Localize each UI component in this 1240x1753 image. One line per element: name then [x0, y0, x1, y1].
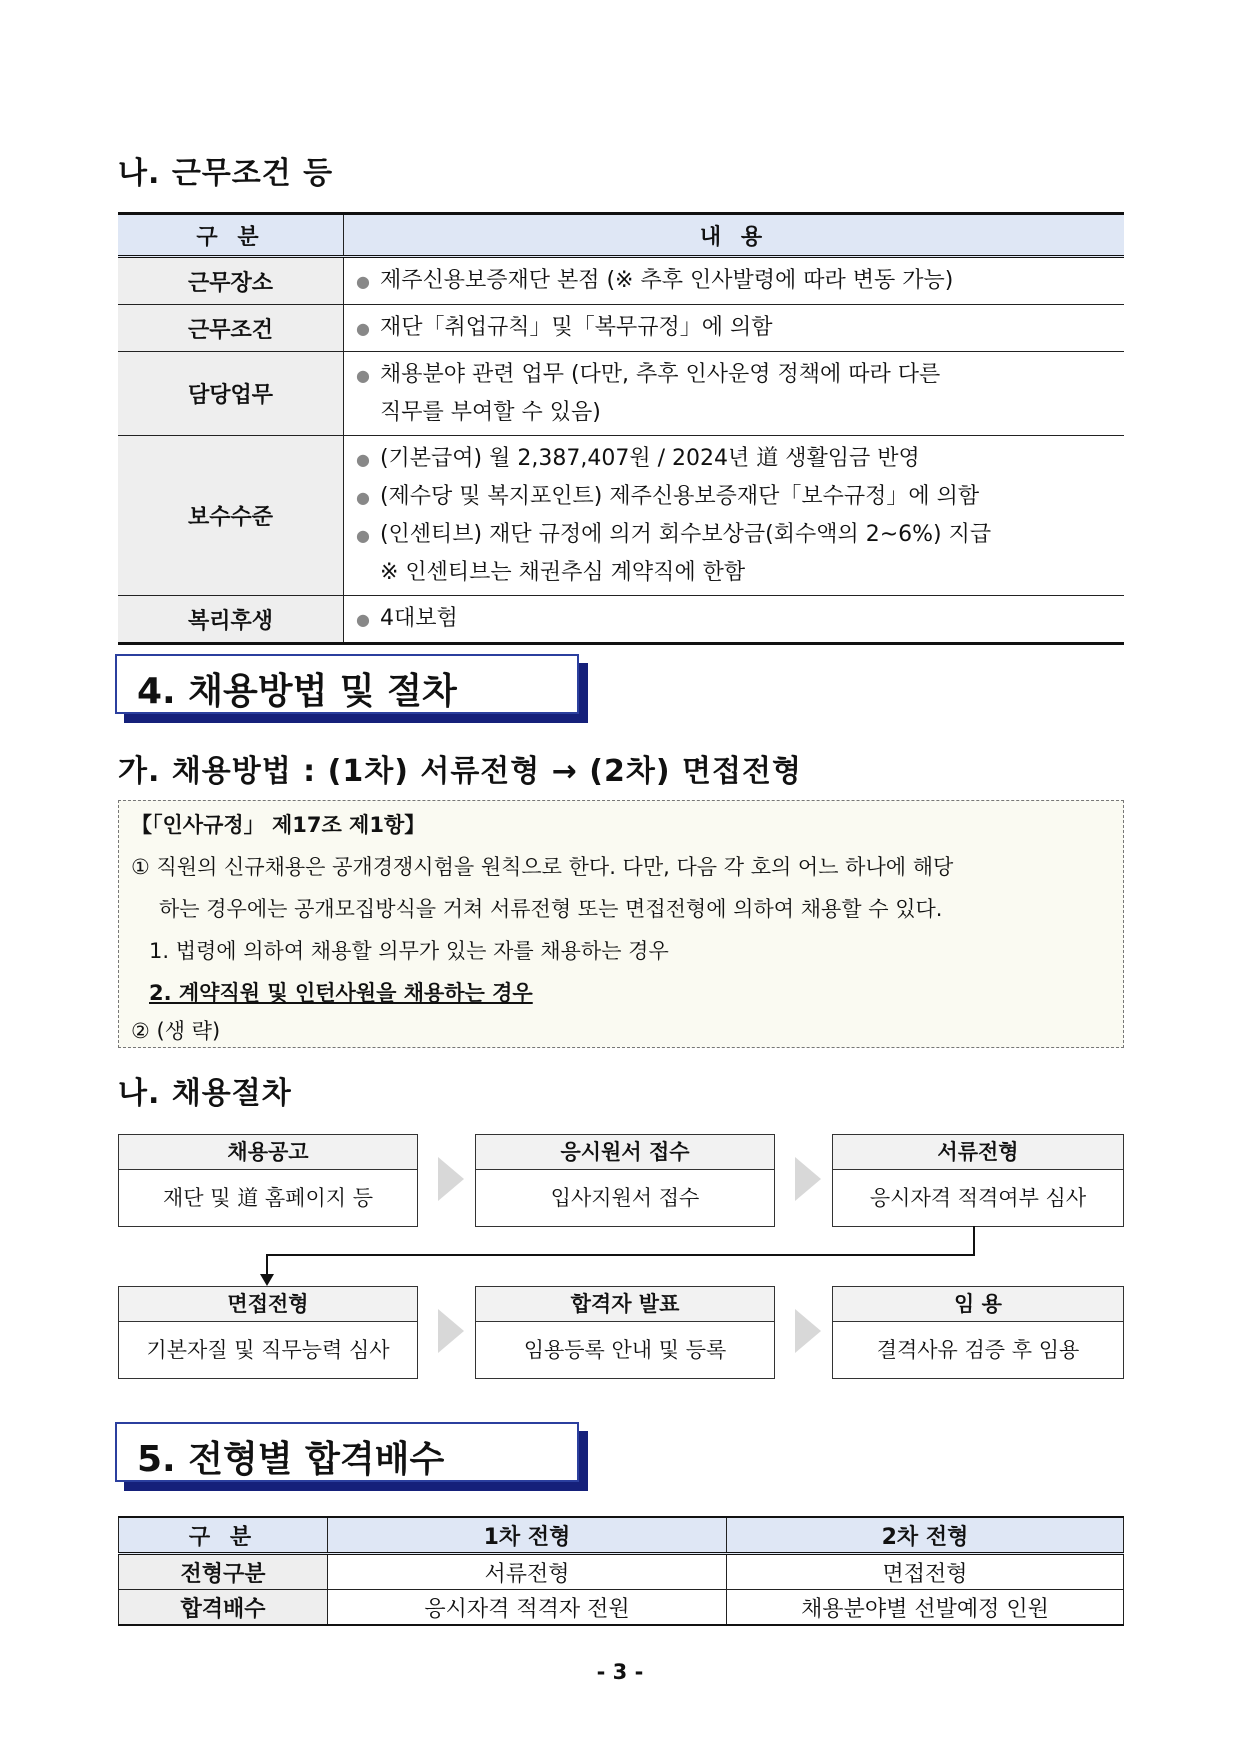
connector-line	[266, 1254, 268, 1276]
table-header-row	[118, 214, 1124, 257]
row-content: ● 4대보험	[344, 596, 1125, 644]
arrow-right-icon	[438, 1157, 464, 1201]
row-content: ● 재단「취업규칙」및「복무규정」에 의함	[344, 305, 1125, 352]
bullet-icon: ●	[356, 488, 370, 507]
regulation-item: ② (생 략)	[131, 1019, 221, 1043]
row-content: ● 채용분야 관련 업무 (다만, 추후 인사운영 정책에 따라 다른 직무를 부여할 수 있음)	[344, 352, 1125, 436]
table-row	[118, 436, 1124, 596]
step-head: 임 용	[833, 1287, 1123, 1322]
procedure-title: 나. 채용절차	[118, 1076, 292, 1111]
bullet-icon: ●	[356, 450, 370, 469]
table-cell: 서류전형	[328, 1554, 727, 1590]
step-box-application	[475, 1134, 775, 1227]
step-head: 서류전형	[833, 1135, 1123, 1170]
step-body: 기본자질 및 직무능력 심사	[146, 1338, 390, 1362]
table-row	[118, 257, 1124, 305]
method-title: 가. 채용방법 : (1차) 서류전형 → (2차) 면접전형	[118, 754, 802, 789]
row-label: 담당업무	[118, 352, 344, 436]
row-label: 근무조건	[118, 305, 344, 352]
regulation-item-highlight: 2. 계약직원 및 인턴사원을 채용하는 경우	[149, 981, 533, 1005]
step-body: 재단 및 道 홈페이지 등	[163, 1186, 373, 1210]
table-cell: 응시자격 적격자 전원	[328, 1590, 727, 1626]
step-box-interview	[118, 1286, 418, 1379]
bullet-icon: ●	[356, 610, 370, 629]
row-content: ● (기본급여) 월 2,387,407원 / 2024년 道 생활임금 반영 ● (제수당 및 복지포인트) 제주신용보증재단「보수규정」에 의함 ● (인센티브) 재단 규정에 의거 회수보상금(회수액의 2~6%) 지급 ※ 인센티브는 채권추심 계약직에 한함	[344, 436, 1125, 596]
table-row	[119, 1590, 1124, 1626]
step-box-announcement-of-results	[475, 1286, 775, 1379]
arrow-down-icon	[260, 1274, 274, 1286]
step-box-announcement	[118, 1134, 418, 1227]
row-label: 합격배수	[119, 1590, 328, 1626]
step-head: 채용공고	[119, 1135, 417, 1170]
arrow-right-icon	[438, 1309, 464, 1353]
regulation-line: ① 직원의 신규채용은 공개경쟁시험을 원칙으로 한다. 다만, 다음 각 호의 어느 하나에 해당	[131, 855, 954, 879]
bullet-icon: ●	[356, 366, 370, 385]
row-label: 전형구분	[119, 1554, 328, 1590]
table-row	[118, 596, 1124, 644]
section-4-box	[115, 654, 579, 714]
table-cell: 채용분야별 선발예정 인원	[727, 1590, 1124, 1626]
step-body: 응시자격 적격여부 심사	[869, 1186, 1087, 1210]
row-content: ● 제주신용보증재단 본점 (※ 추후 인사발령에 따라 변동 가능)	[344, 257, 1125, 305]
table-cell: 면접전형	[727, 1554, 1124, 1590]
pass-multiplier-table	[118, 1516, 1124, 1626]
step-body: 임용등록 안내 및 등록	[523, 1338, 727, 1362]
step-box-appointment	[832, 1286, 1124, 1379]
bullet-icon: ●	[356, 526, 370, 545]
working-conditions-table	[118, 212, 1124, 645]
step-head: 합격자 발표	[476, 1287, 774, 1322]
step-body: 입사지원서 접수	[550, 1186, 700, 1210]
section-title-working-conditions: 나. 근무조건 등	[118, 156, 334, 191]
header-content: 내 용	[344, 214, 1125, 257]
page-number: - 3 -	[596, 1660, 644, 1684]
regulation-box	[118, 800, 1124, 1048]
step-head: 면접전형	[119, 1287, 417, 1322]
step-body: 결격사유 검증 후 임용	[876, 1338, 1080, 1362]
table-row	[118, 352, 1124, 436]
table-header-row	[119, 1517, 1124, 1554]
row-label: 복리후생	[118, 596, 344, 644]
header-round-2: 2차 전형	[727, 1517, 1124, 1554]
arrow-right-icon	[795, 1309, 821, 1353]
section-5-box	[115, 1422, 579, 1482]
step-box-document-screening	[832, 1134, 1124, 1227]
header-round-1: 1차 전형	[328, 1517, 727, 1554]
header-category: 구 분	[119, 1517, 328, 1554]
regulation-title: 【「인사규정」 제17조 제1항】	[131, 813, 426, 837]
table-row	[119, 1554, 1124, 1590]
regulation-line: 하는 경우에는 공개모집방식을 거쳐 서류전형 또는 면접전형에 의하여 채용할 수 있다.	[159, 897, 943, 921]
row-label: 보수수준	[118, 436, 344, 596]
step-head: 응시원서 접수	[476, 1135, 774, 1170]
connector-line	[266, 1254, 975, 1256]
table-row	[118, 305, 1124, 352]
section-5-title: 5. 전형별 합격배수	[137, 1439, 445, 1480]
row-label: 근무장소	[118, 257, 344, 305]
bullet-icon: ●	[356, 319, 370, 338]
section-4-title: 4. 채용방법 및 절차	[137, 671, 457, 712]
connector-line	[973, 1226, 975, 1256]
arrow-right-icon	[795, 1157, 821, 1201]
header-category: 구 분	[118, 214, 344, 257]
regulation-item: 1. 법령에 의하여 채용할 의무가 있는 자를 채용하는 경우	[149, 939, 669, 963]
bullet-icon: ●	[356, 272, 370, 291]
